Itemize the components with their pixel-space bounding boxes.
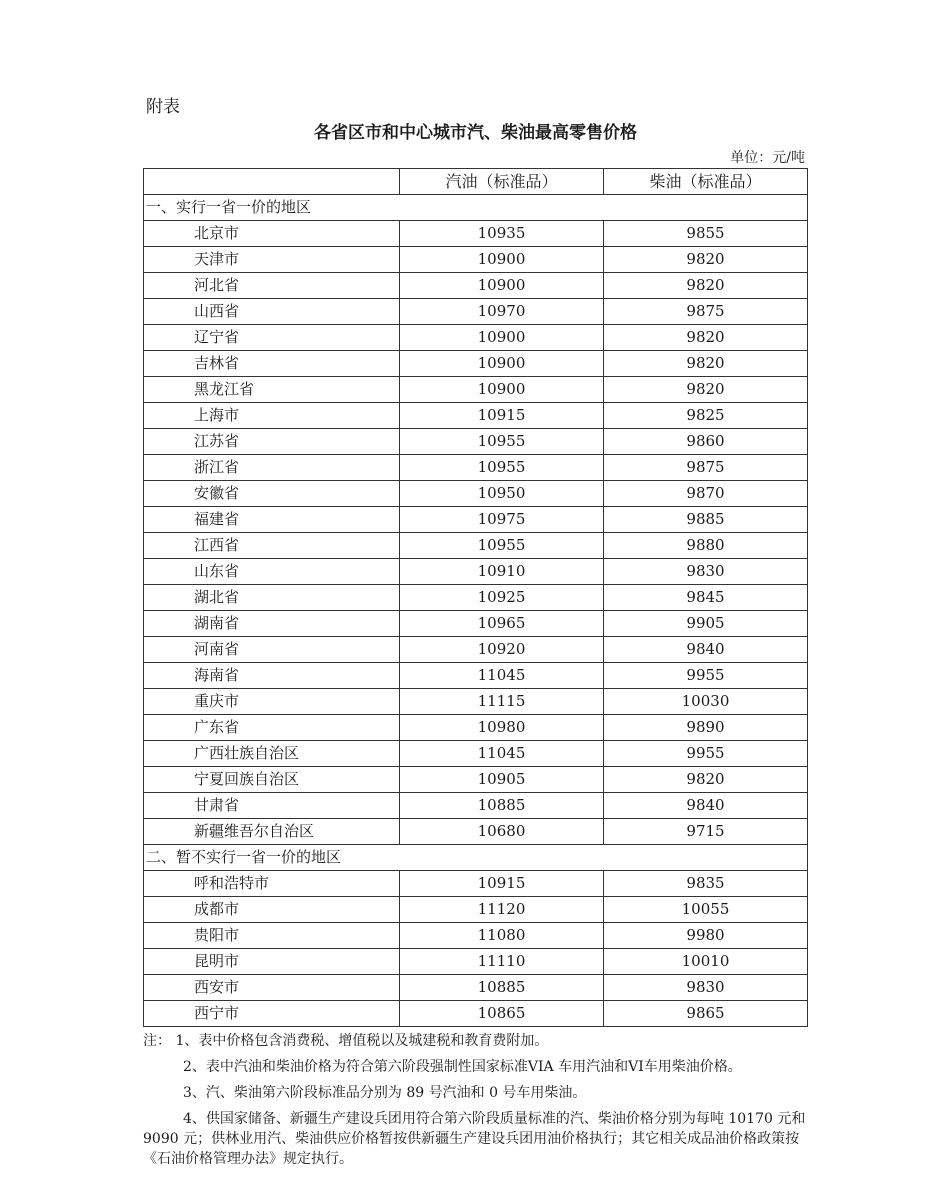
table-row <box>144 1001 808 1027</box>
table-row <box>144 481 808 507</box>
diesel-price-cell: 9820 <box>604 273 808 299</box>
table-row <box>144 923 808 949</box>
diesel-price-cell: 9955 <box>604 741 808 767</box>
table-row <box>144 793 808 819</box>
note-2: 2、表中汽油和柴油价格为符合第六阶段强制性国家标准VIA 车用汽油和VI车用柴油价格。 <box>183 1059 742 1075</box>
diesel-price-cell: 9840 <box>604 637 808 663</box>
gasoline-price-cell: 10925 <box>400 585 604 611</box>
region-cell: 河北省 <box>144 273 400 299</box>
table-row <box>144 585 808 611</box>
gasoline-price-cell: 10900 <box>400 351 604 377</box>
region-cell: 江苏省 <box>144 429 400 455</box>
diesel-price-cell: 9830 <box>604 975 808 1001</box>
diesel-price-cell: 9825 <box>604 403 808 429</box>
table-row <box>144 299 808 325</box>
region-cell: 宁夏回族自治区 <box>144 767 400 793</box>
region-cell: 重庆市 <box>144 689 400 715</box>
price-table <box>143 168 808 1027</box>
table-row <box>144 351 808 377</box>
column-header-diesel: 柴油（标准品） <box>604 169 808 195</box>
table-row <box>144 741 808 767</box>
gasoline-price-cell: 10915 <box>400 403 604 429</box>
gasoline-price-cell: 10680 <box>400 819 604 845</box>
gasoline-price-cell: 10885 <box>400 793 604 819</box>
region-cell: 黑龙江省 <box>144 377 400 403</box>
notes <box>143 1031 811 1175</box>
diesel-price-cell: 9880 <box>604 533 808 559</box>
table-row <box>144 455 808 481</box>
table-row <box>144 897 808 923</box>
region-cell: 贵阳市 <box>144 923 400 949</box>
table-row <box>144 325 808 351</box>
table-row <box>144 689 808 715</box>
attachment-label: 附表 <box>146 97 180 117</box>
diesel-price-cell: 9855 <box>604 221 808 247</box>
gasoline-price-cell: 10935 <box>400 221 604 247</box>
region-cell: 浙江省 <box>144 455 400 481</box>
column-header-gasoline: 汽油（标准品） <box>400 169 604 195</box>
region-cell: 呼和浩特市 <box>144 871 400 897</box>
column-header-region <box>144 169 400 195</box>
diesel-price-cell: 9830 <box>604 559 808 585</box>
table-row <box>144 377 808 403</box>
diesel-price-cell: 9905 <box>604 611 808 637</box>
table-row <box>144 611 808 637</box>
gasoline-price-cell: 10955 <box>400 455 604 481</box>
region-cell: 广西壮族自治区 <box>144 741 400 767</box>
table-row <box>144 221 808 247</box>
region-cell: 福建省 <box>144 507 400 533</box>
diesel-price-cell: 9890 <box>604 715 808 741</box>
region-cell: 安徽省 <box>144 481 400 507</box>
gasoline-price-cell: 10900 <box>400 325 604 351</box>
region-cell: 甘肃省 <box>144 793 400 819</box>
region-cell: 江西省 <box>144 533 400 559</box>
section-heading: 一、实行一省一价的地区 <box>144 195 808 221</box>
region-cell: 海南省 <box>144 663 400 689</box>
diesel-price-cell: 10010 <box>604 949 808 975</box>
diesel-price-cell: 9820 <box>604 377 808 403</box>
region-cell: 河南省 <box>144 637 400 663</box>
section-heading: 二、暂不实行一省一价的地区 <box>144 845 808 871</box>
diesel-price-cell: 9870 <box>604 481 808 507</box>
table-row <box>144 663 808 689</box>
gasoline-price-cell: 10900 <box>400 273 604 299</box>
table-row <box>144 247 808 273</box>
table-header-row <box>144 169 808 195</box>
table-row <box>144 533 808 559</box>
table-row <box>144 429 808 455</box>
region-cell: 新疆维吾尔自治区 <box>144 819 400 845</box>
section-heading-row <box>144 845 808 871</box>
region-cell: 广东省 <box>144 715 400 741</box>
table-row <box>144 949 808 975</box>
table-row <box>144 819 808 845</box>
region-cell: 昆明市 <box>144 949 400 975</box>
section-heading-row <box>144 195 808 221</box>
gasoline-price-cell: 11110 <box>400 949 604 975</box>
diesel-price-cell: 10030 <box>604 689 808 715</box>
diesel-price-cell: 9845 <box>604 585 808 611</box>
gasoline-price-cell: 10975 <box>400 507 604 533</box>
diesel-price-cell: 9865 <box>604 1001 808 1027</box>
region-cell: 辽宁省 <box>144 325 400 351</box>
gasoline-price-cell: 11045 <box>400 663 604 689</box>
region-cell: 上海市 <box>144 403 400 429</box>
region-cell: 山西省 <box>144 299 400 325</box>
gasoline-price-cell: 10885 <box>400 975 604 1001</box>
gasoline-price-cell: 10920 <box>400 637 604 663</box>
table-row <box>144 975 808 1001</box>
diesel-price-cell: 9820 <box>604 767 808 793</box>
note-4: 4、供国家储备、新疆生产建设兵团用符合第六阶段质量标准的汽、柴油价格分别为每吨 10170 元和 9090 元；供林业用汽、柴油供应价格暂按供新疆生产建设兵团用油价格执行；其它相关成品油价格政策按《石油价格管理办法》规定执行。 <box>143 1111 806 1167</box>
region-cell: 北京市 <box>144 221 400 247</box>
gasoline-price-cell: 10955 <box>400 429 604 455</box>
table-row <box>144 637 808 663</box>
table-body <box>144 195 808 1027</box>
gasoline-price-cell: 11045 <box>400 741 604 767</box>
table-row <box>144 559 808 585</box>
gasoline-price-cell: 10900 <box>400 377 604 403</box>
diesel-price-cell: 9875 <box>604 455 808 481</box>
table-row <box>144 767 808 793</box>
table-row <box>144 871 808 897</box>
diesel-price-cell: 9885 <box>604 507 808 533</box>
gasoline-price-cell: 11080 <box>400 923 604 949</box>
region-cell: 成都市 <box>144 897 400 923</box>
gasoline-price-cell: 11115 <box>400 689 604 715</box>
table-row <box>144 273 808 299</box>
region-cell: 吉林省 <box>144 351 400 377</box>
region-cell: 湖南省 <box>144 611 400 637</box>
diesel-price-cell: 9955 <box>604 663 808 689</box>
gasoline-price-cell: 10970 <box>400 299 604 325</box>
table-row <box>144 403 808 429</box>
diesel-price-cell: 9840 <box>604 793 808 819</box>
gasoline-price-cell: 10905 <box>400 767 604 793</box>
table-row <box>144 715 808 741</box>
gasoline-price-cell: 10950 <box>400 481 604 507</box>
region-cell: 天津市 <box>144 247 400 273</box>
gasoline-price-cell: 10955 <box>400 533 604 559</box>
gasoline-price-cell: 10900 <box>400 247 604 273</box>
diesel-price-cell: 9835 <box>604 871 808 897</box>
diesel-price-cell: 9715 <box>604 819 808 845</box>
gasoline-price-cell: 10865 <box>400 1001 604 1027</box>
gasoline-price-cell: 10915 <box>400 871 604 897</box>
table-row <box>144 507 808 533</box>
gasoline-price-cell: 10910 <box>400 559 604 585</box>
diesel-price-cell: 9820 <box>604 247 808 273</box>
diesel-price-cell: 10055 <box>604 897 808 923</box>
diesel-price-cell: 9820 <box>604 351 808 377</box>
gasoline-price-cell: 11120 <box>400 897 604 923</box>
gasoline-price-cell: 10980 <box>400 715 604 741</box>
note-3: 3、汽、柴油第六阶段标准品分别为 89 号汽油和 0 号车用柴油。 <box>183 1085 587 1101</box>
region-cell: 西安市 <box>144 975 400 1001</box>
note-1: 注： 1、表中价格包含消费税、增值税以及城建税和教育费附加。 <box>143 1033 549 1049</box>
diesel-price-cell: 9860 <box>604 429 808 455</box>
region-cell: 西宁市 <box>144 1001 400 1027</box>
unit-label: 单位：元/吨 <box>730 150 805 166</box>
gasoline-price-cell: 10965 <box>400 611 604 637</box>
document-title: 各省区市和中心城市汽、柴油最高零售价格 <box>314 123 637 143</box>
diesel-price-cell: 9980 <box>604 923 808 949</box>
diesel-price-cell: 9820 <box>604 325 808 351</box>
diesel-price-cell: 9875 <box>604 299 808 325</box>
region-cell: 山东省 <box>144 559 400 585</box>
region-cell: 湖北省 <box>144 585 400 611</box>
